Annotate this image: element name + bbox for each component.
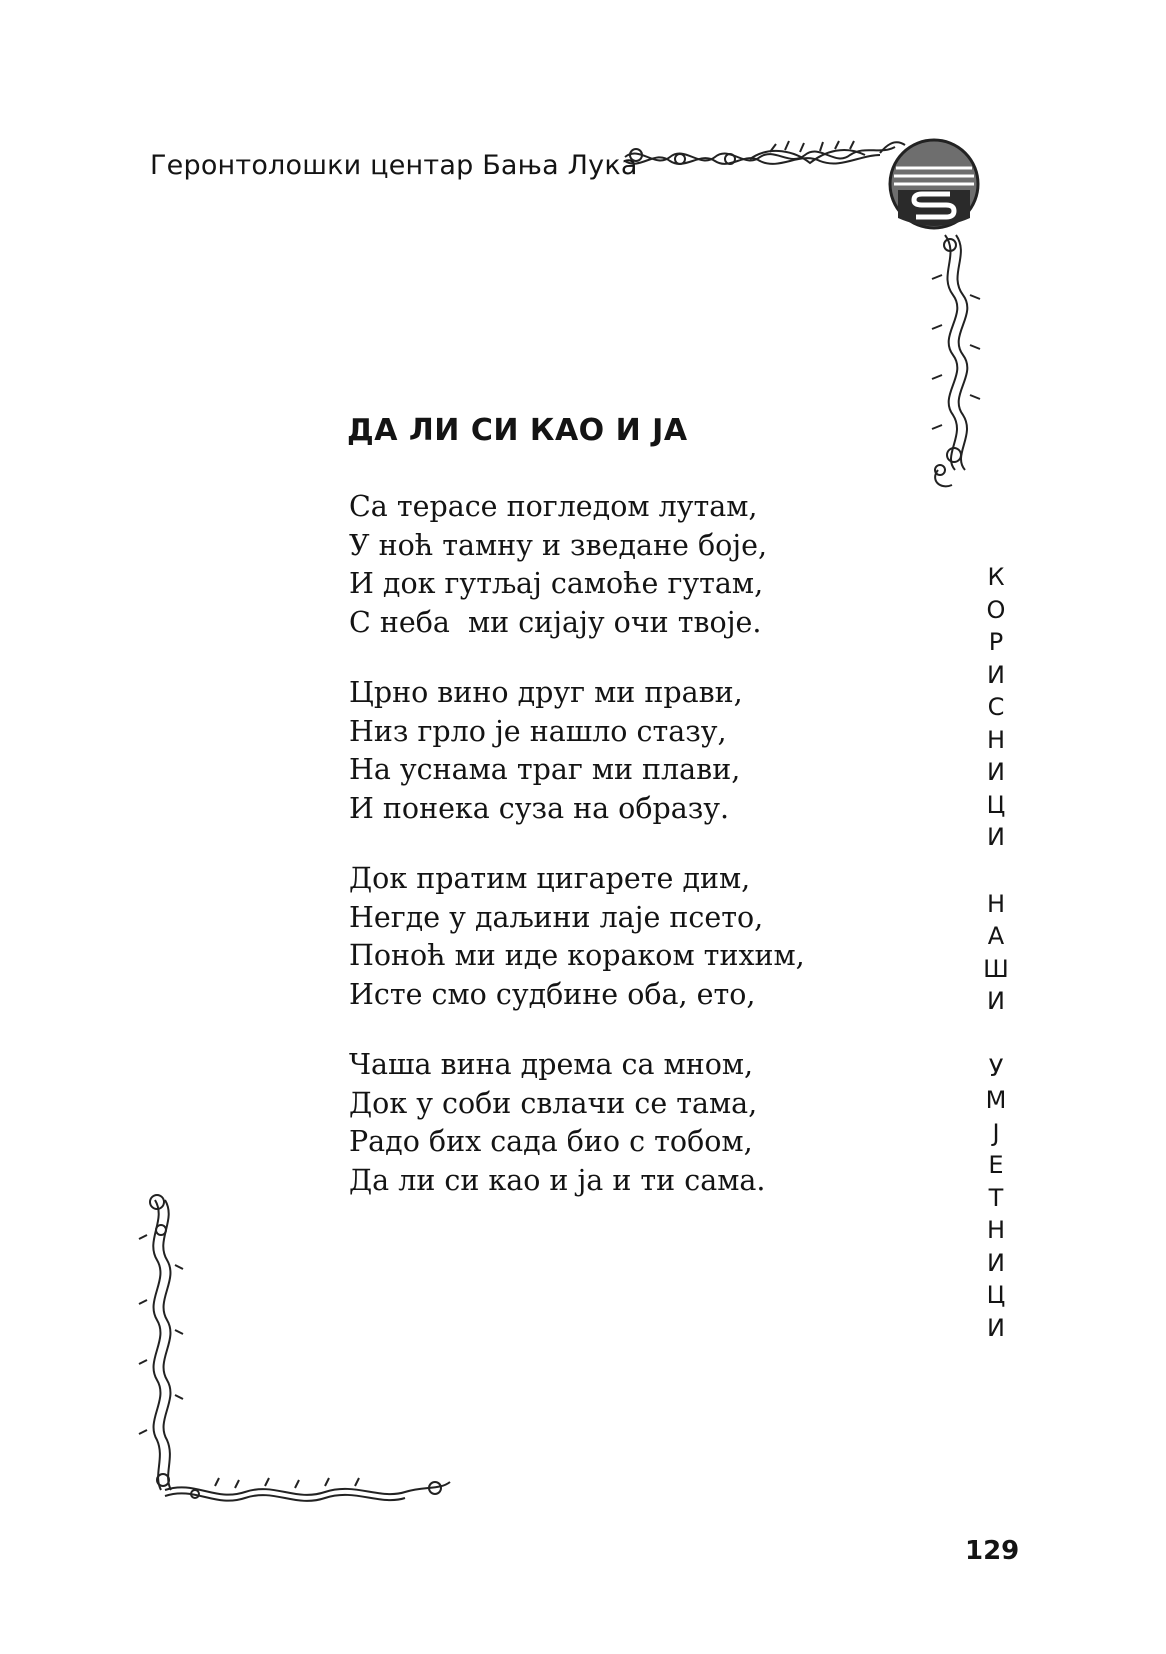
vertical-section-label <box>978 561 1014 1378</box>
vertical-letter: Н <box>986 889 1006 918</box>
vertical-letter: И <box>987 1248 1005 1277</box>
vertical-letter: М <box>985 1086 1007 1114</box>
vertical-letter: Ш <box>983 954 1009 983</box>
poem-line: Низ грло је нашло стазу, <box>349 714 727 748</box>
poem-line: И понека суза на образу. <box>349 791 730 825</box>
poem-line: Да ли си као и ја и ти сама. <box>349 1163 766 1197</box>
vertical-letter: Н <box>986 725 1006 754</box>
vertical-letter: И <box>987 987 1005 1015</box>
vertical-word <box>978 888 1014 1018</box>
vertical-letter: Ј <box>992 1118 1000 1147</box>
poem-line: Док у соби свлачи се тама, <box>349 1086 758 1120</box>
poem-line: Док пратим цигарете дим, <box>349 862 751 895</box>
vertical-letter: К <box>987 563 1005 591</box>
poem-line: Чаша вина дрема са мном, <box>349 1048 754 1081</box>
vertical-letter: Е <box>988 1151 1004 1179</box>
vertical-word <box>978 561 1014 854</box>
vertical-letter: О <box>986 595 1006 624</box>
vertical-letter: И <box>987 660 1005 689</box>
poem-line: Поноћ ми иде кораком тихим, <box>349 939 805 972</box>
vertical-letter: Н <box>986 1216 1006 1244</box>
vertical-letter: Ц <box>986 1281 1006 1309</box>
vertical-letter: И <box>987 758 1005 786</box>
bottom-ornament-border <box>135 1190 465 1510</box>
vertical-letter: Ц <box>986 790 1006 819</box>
poem-line: Са терасе погледом лутам, <box>349 490 758 523</box>
poem-line: Радо бих сада био с тобом, <box>349 1125 753 1158</box>
stanza <box>349 860 805 1014</box>
vertical-letter: И <box>987 1313 1005 1342</box>
poem-line: И док гутљај самоће гутам, <box>349 567 764 600</box>
poem-line: Исте смо судбине оба, ето, <box>349 977 756 1011</box>
s-logo-icon <box>888 138 980 234</box>
poem-line: Негде у даљини лаје псето, <box>349 900 764 934</box>
poem-line: С неба ми сијају очи твоје. <box>349 605 762 639</box>
stanza <box>349 674 805 828</box>
poem-body <box>349 488 805 1232</box>
vertical-letter: Р <box>988 628 1004 656</box>
vertical-letter: Т <box>988 1183 1004 1212</box>
poem-line: На уснама траг ми плави, <box>349 753 741 786</box>
page-number: 129 <box>965 1536 1020 1566</box>
poem-line: У ноћ тамну и зведане боје, <box>349 528 768 562</box>
vertical-letter: А <box>987 922 1005 950</box>
running-header: Геронтолошки центар Бања Лука <box>150 150 638 181</box>
poem-line: Црно вино друг ми прави, <box>349 676 743 709</box>
vertical-word <box>978 1052 1014 1345</box>
vertical-letter: И <box>987 823 1005 851</box>
stanza <box>349 1046 805 1200</box>
poem-title: ДА ЛИ СИ КАО И ЈА <box>347 413 688 448</box>
vertical-letter: У <box>988 1053 1004 1082</box>
vertical-letter: С <box>987 693 1005 721</box>
stanza <box>349 488 805 642</box>
